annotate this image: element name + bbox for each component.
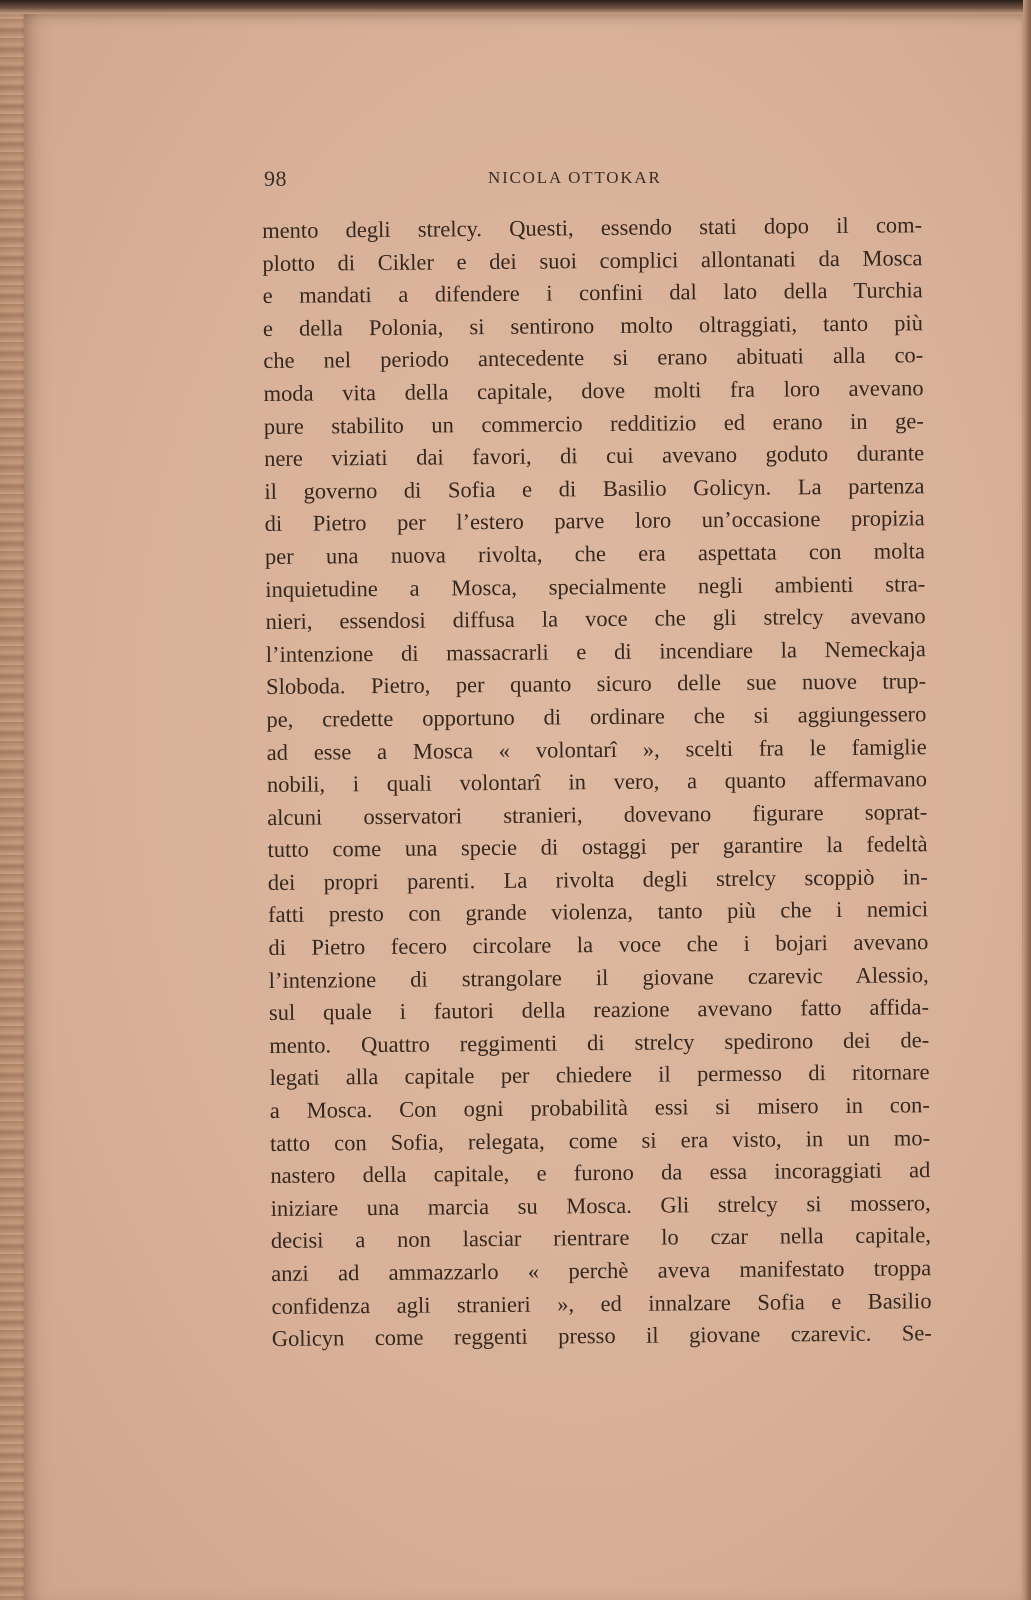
text-line: che nel periodo antecedente si erano abituati alla co- (263, 342, 924, 374)
text-line: per una nuova rivolta, che era aspettata con molta (264, 538, 926, 569)
text-line: mento degli strelcy. Questi, essendo stati dopo il com- (262, 212, 923, 243)
page-header (264, 166, 684, 194)
text-line: nere viziati dai favori, di cui avevano goduto durante (264, 440, 925, 472)
text-line: moda vita della capitale, dove molti fra loro avevano (263, 375, 924, 406)
text-line: nieri, essendosi diffusa la voce che gli strelcy avevano (265, 603, 926, 635)
page-right-edge (1023, 0, 1031, 1600)
text-line: confidenza agli stranieri », ed innalzare Sofia e Basilio (271, 1287, 932, 1319)
text-line: mento. Quattro reggimenti di strelcy spedirono dei de- (269, 1027, 930, 1058)
text-line: e della Polonia, si sentirono molto oltraggiati, tanto più (262, 310, 924, 341)
text-line: l’intenzione di massacrarli e di incendiare la Nemeckaja (265, 635, 926, 667)
text-line: Sloboda. Pietro, per quanto sicuro delle sue nuove trup- (266, 668, 927, 700)
text-line: alcuni osservatori stranieri, dovevano figurare soprat- (267, 798, 928, 830)
text-line: nastero della capitale, e furono da essa incoraggiati ad (270, 1157, 931, 1189)
page-number: 98 (264, 166, 287, 191)
text-line: il governo di Sofia e di Basilio Golicyn. La partenza (264, 472, 925, 504)
text-line: sul quale i fautori della reazione avevano fatto affida- (268, 994, 930, 1026)
text-line: Golicyn come reggenti presso il giovane czarevic. Se- (271, 1320, 932, 1352)
text-line: di Pietro fecero circolare la voce che i bojari avevano (268, 929, 929, 961)
text-line: l’intenzione di strangolare il giovane czarevic Alessio, (268, 961, 929, 993)
text-line: ad esse a Mosca « volontarî », scelti fra le famiglie (266, 733, 927, 765)
text-line: tatto con Sofia, relegata, come si era visto, in un mo- (269, 1124, 931, 1156)
book-spine-edge (0, 0, 24, 1600)
body-text (262, 209, 932, 1355)
text-line: nobili, i quali volontarî in vero, a quanto affermavano (266, 766, 928, 798)
text-line: plotto di Cikler e dei suoi complici allontanati da Mosca (262, 244, 923, 276)
text-line: inquietudine a Mosca, specialmente negli ambienti stra- (265, 570, 926, 602)
text-line: fatti presto con grande violenza, tanto più che i nemici (267, 896, 929, 928)
text-line: anzi ad ammazzarlo « perchè aveva manifestato troppa (271, 1255, 932, 1286)
text-line: legati alla capitale per chiedere il permesso di ritornare (269, 1059, 930, 1091)
text-line: a Mosca. Con ogni probabilità essi si misero in con- (269, 1092, 930, 1123)
text-line: iniziare una marcia su Mosca. Gli strelcy si mossero, (270, 1190, 931, 1221)
text-line: e mandati a difendere i confini dal lato della Turchia (262, 277, 923, 309)
text-line: dei propri parenti. La rivolta degli strelcy scoppiò in- (267, 864, 928, 895)
text-line: di Pietro per l’estero parve loro un’occasione propizia (264, 505, 925, 537)
page-top-edge (0, 0, 1031, 14)
running-head: NICOLA OTTOKAR (488, 168, 662, 187)
text-line: pe, credette opportuno di ordinare che si aggiungessero (266, 701, 927, 732)
text-line: tutto come una specie di ostaggi per garantire la fedeltà (267, 831, 928, 863)
text-line: pure stabilito un commercio redditizio ed erano in ge- (263, 407, 924, 439)
text-line: decisi a non lasciar rientrare lo czar nella capitale, (270, 1222, 932, 1254)
